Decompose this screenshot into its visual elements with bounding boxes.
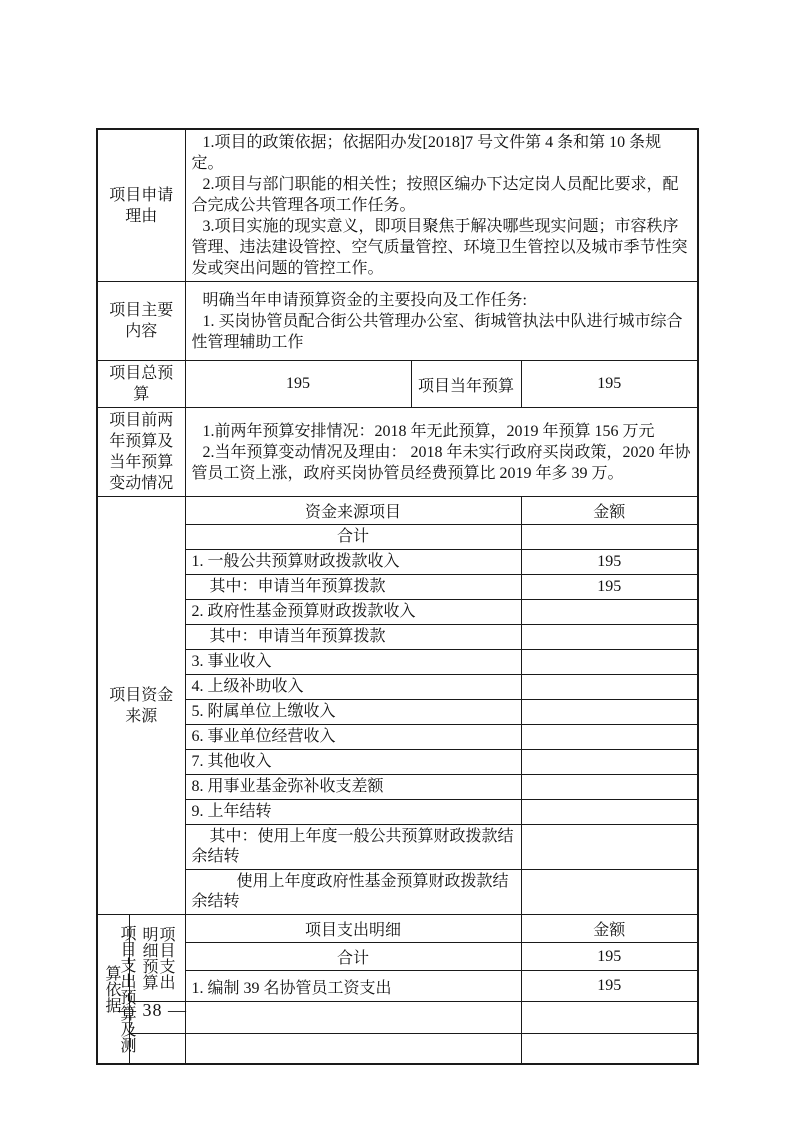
expense-row-amount: 195 (521, 971, 698, 1002)
expense-amount-header: 金额 (521, 915, 698, 943)
funding-row (97, 675, 698, 700)
funding-section-label: 项目资金来源 (109, 686, 174, 725)
expense-row-amount (521, 1002, 698, 1034)
funding-row-item: 5. 附属单位上缴收入 (185, 700, 521, 725)
reason-paragraph-1: 1.项目的政策依据；依据阳办发[2018]7 号文件第 4 条和第 10 条规定。 (191, 134, 662, 172)
funding-row (97, 725, 698, 750)
total-budget-label-cell (97, 361, 185, 408)
funding-row (97, 550, 698, 575)
expense-row (97, 1002, 698, 1034)
expense-row-item (185, 1002, 521, 1034)
main-content-label-cell (97, 282, 185, 361)
expense-total-row (97, 943, 698, 971)
expense-inner-label-cell (129, 915, 185, 1002)
funding-item-header: 资金来源项目 (185, 497, 521, 525)
funding-amount-header: 金额 (521, 497, 698, 525)
expense-subcol-cell (129, 1034, 185, 1064)
funding-row (97, 800, 698, 825)
main-content-cell (185, 282, 698, 361)
row-budget-totals (97, 361, 698, 408)
funding-row-amount (521, 775, 698, 800)
current-year-budget-value: 195 (521, 361, 698, 408)
total-budget-value: 195 (185, 361, 411, 408)
expense-row-item: 1. 编制 39 名协管员工资支出 (185, 971, 521, 1002)
funding-row (97, 775, 698, 800)
funding-row-item: 其中：使用上年度一般公共预算财政拨款结余结转 (185, 825, 521, 870)
expense-total-label: 合计 (185, 943, 521, 971)
funding-row-amount (521, 525, 698, 550)
funding-label-cell (97, 497, 185, 915)
funding-row (97, 825, 698, 870)
funding-row-amount (521, 675, 698, 700)
funding-row-amount (521, 600, 698, 625)
reason-label-cell (97, 129, 185, 282)
reason-content-cell (185, 129, 698, 282)
expense-row-amount (521, 1034, 698, 1064)
funding-row-amount (521, 825, 698, 870)
funding-row-amount (521, 870, 698, 915)
row-application-reason (97, 129, 698, 282)
funding-row-amount (521, 800, 698, 825)
current-year-budget-label: 项目当年预算 (411, 361, 521, 408)
row-prior-budget (97, 408, 698, 497)
funding-row (97, 600, 698, 625)
funding-row-item: 7. 其他收入 (185, 750, 521, 775)
funding-row-item: 3. 事业收入 (185, 650, 521, 675)
expense-row-item (185, 1034, 521, 1064)
funding-row (97, 750, 698, 775)
main-content-paragraph-1: 明确当年申请预算资金的主要投向及工作任务: (202, 291, 527, 309)
funding-row-item: 使用上年度政府性基金预算财政拨款结余结转 (185, 870, 521, 915)
expense-row (97, 1034, 698, 1064)
prior-budget-label: 项目前两年预算及当年预算变动情况 (109, 412, 174, 492)
reason-paragraph-3: 3.项目实施的现实意义，即项目聚焦于解决哪些现实问题；市容秩序管理、违法建设管控、空气质量管控、环境卫生管控以及城市季节性突发或突出问题的管控工作。 (191, 218, 688, 277)
reason-label: 项目申请理由 (109, 186, 174, 225)
project-budget-form (96, 128, 699, 1065)
funding-row-amount (521, 650, 698, 675)
funding-row (97, 650, 698, 675)
funding-row-item: 4. 上级补助收入 (185, 675, 521, 700)
reason-paragraph-2: 2.项目与部门职能的相关性；按照区编办下达定岗人员配比要求，配合完成公共管理各项工作任务。 (191, 176, 679, 214)
expense-outer-label-cell (97, 915, 135, 1064)
prior-budget-paragraph-1: 1.前两年预算安排情况：2018 年无此预算，2019 年预算 156 万元 (202, 422, 655, 440)
funding-row (97, 575, 698, 600)
expense-item-header: 项目支出明细 (185, 915, 521, 943)
expense-row (97, 971, 698, 1002)
funding-row-item: 合计 (185, 525, 521, 550)
funding-row-amount (521, 725, 698, 750)
funding-row (97, 870, 698, 915)
funding-row-amount (521, 700, 698, 725)
main-content-label: 项目主要内容 (109, 302, 174, 340)
funding-row-amount: 195 (521, 550, 698, 575)
page-number: — 38 — (118, 1000, 187, 1020)
expense-header-row (97, 915, 698, 943)
funding-row (97, 700, 698, 725)
expense-outer-label: 项目支出预算及测算依据 (103, 924, 135, 1053)
funding-row (97, 525, 698, 550)
main-content-paragraph-2: 1. 买岗协管员配合街公共管理办公室、街城管执法中队进行城市综合性管理辅助工作 (191, 312, 683, 351)
funding-header-row (97, 497, 698, 525)
funding-row-item: 1. 一般公共预算财政拨款收入 (185, 550, 521, 575)
funding-row-item: 6. 事业单位经营收入 (185, 725, 521, 750)
funding-row-amount (521, 750, 698, 775)
funding-row-amount: 195 (521, 575, 698, 600)
funding-row-item: 2. 政府性基金预算财政拨款收入 (185, 600, 521, 625)
funding-row-item: 其中：申请当年预算拨款 (185, 575, 521, 600)
total-budget-label: 项目总预算 (109, 365, 174, 403)
funding-row (97, 625, 698, 650)
funding-row-item: 9. 上年结转 (185, 800, 521, 825)
prior-budget-label-cell (97, 408, 185, 497)
expense-total-amount: 195 (521, 943, 698, 971)
funding-row-amount (521, 625, 698, 650)
funding-row-item: 8. 用事业基金弥补收支差额 (185, 775, 521, 800)
expense-inner-label: 项目支出明细预算 (140, 926, 174, 990)
prior-budget-paragraph-2: 2.当年预算变动情况及理由： 2018 年未实行政府买岗政策，2020 年协管员工资上涨，政府买岗协管员经费预算比 2019 年多 39 万。 (191, 443, 691, 482)
funding-row-item: 其中：申请当年预算拨款 (185, 625, 521, 650)
prior-budget-content-cell (185, 408, 698, 497)
row-main-content (97, 282, 698, 361)
